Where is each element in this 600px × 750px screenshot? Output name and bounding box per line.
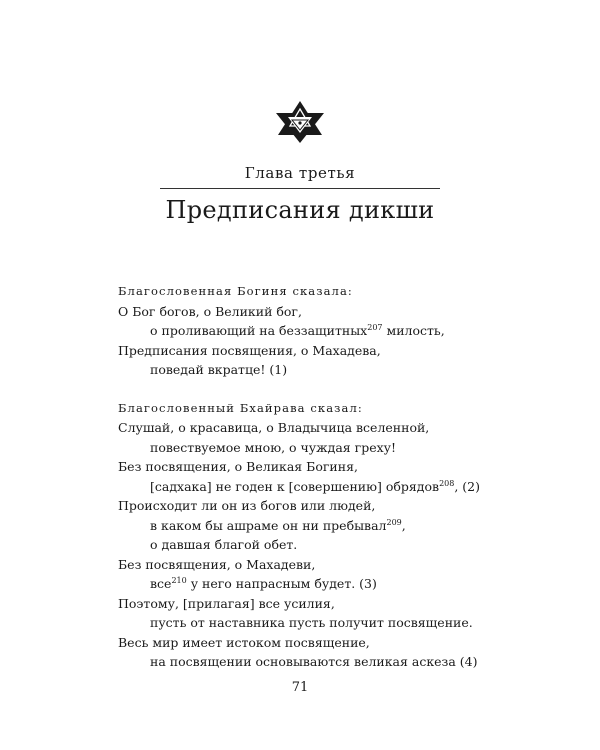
chapter-title: Предписания дикши <box>165 196 435 224</box>
verse-text <box>118 282 518 672</box>
verse-line: в каком бы ашраме он ни пребывал$^{209}$, <box>150 517 406 533</box>
sri-yantra-icon <box>274 99 326 145</box>
chapter-label: Глава третья <box>244 164 356 182</box>
footnote-ref: 207 <box>367 322 383 332</box>
verse-line: о проливающий на беззащитных$^{207}$ милость, <box>150 322 445 338</box>
verse-line: Без посвящения, о Великая Богиня, <box>118 459 358 474</box>
page-number: 71 <box>291 680 309 695</box>
footnote-ref: 210 <box>171 575 187 585</box>
verse-line: повествуемое мною, о чуждая греху! <box>150 439 397 455</box>
verse-line: на посвящении основываются великая аскеза (4) <box>150 654 478 669</box>
verse-line: Происходит ли он из богов или людей, <box>118 498 376 513</box>
verse-line: Поэтому, [прилагая] все усилия, <box>118 595 335 611</box>
speaker-heading: Благословенный Бхайрава сказал: <box>118 400 363 415</box>
verse-line: все$^{210}$ у него напрасным будет. (3) <box>150 575 377 591</box>
footnote-ref: 208 <box>439 478 455 488</box>
chapter-divider <box>160 188 440 189</box>
verse-line: Слушай, о красавица, о Владычица вселенной, <box>118 420 430 435</box>
verse-line: пусть от наставника пусть получит посвящение. <box>150 615 473 630</box>
footnote-ref: 209 <box>386 517 402 527</box>
verse-line: поведай вкратце! (1) <box>150 362 288 377</box>
speaker-heading: Благословенная Богиня сказала: <box>118 284 353 298</box>
verse-line: Весь мир имеет истоком посвящение, <box>118 634 370 650</box>
verse-line: Предписания посвящения, о Махадева, <box>118 342 381 358</box>
verse-line: О Бог богов, о Великий бог, <box>118 303 302 319</box>
verse-line: Без посвящения, о Махадеви, <box>118 556 316 572</box>
verse-line: о давшая благой обет. <box>150 537 298 552</box>
verse-line: [садхака] не годен к [совершению] обрядов$^{208}$, (2) <box>150 478 480 494</box>
